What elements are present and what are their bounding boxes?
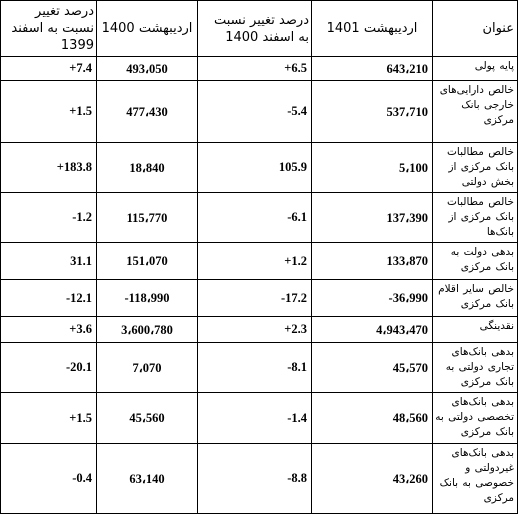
cell-pct-vs-esfand-1399: +1.5 [1, 393, 97, 444]
table-row [1, 81, 518, 143]
cell-title: بدهی بانک‌های غیردولتی و خصوصی به بانک مرکزی [433, 444, 518, 514]
cell-ordibehesht-1400: 477،430 [97, 81, 198, 143]
cell-pct-vs-esfand-1399: +183.8 [1, 143, 97, 193]
cell-pct-vs-esfand-1400: -1.4 [198, 393, 312, 444]
header-pct-vs-esfand-1400: درصد تغییر نسبت به اسفند 1400 [198, 1, 312, 57]
header-ordibehesht-1400: اردیبهشت 1400 [97, 1, 198, 57]
cell-ordibehesht-1401: 45،570 [312, 343, 433, 393]
cell-ordibehesht-1400: 493،050 [97, 57, 198, 81]
cell-title: خالص دارایی‌های خارجی بانک مرکزی [433, 81, 518, 143]
cell-title: بدهی بانک‌های تجاری دولتی به بانک مرکزی [433, 343, 518, 393]
cell-pct-vs-esfand-1400: 105.9 [198, 143, 312, 193]
cell-pct-vs-esfand-1399: -0.4 [1, 444, 97, 514]
header-ordibehesht-1401: اردیبهشت 1401 [312, 1, 433, 57]
table-row [1, 243, 518, 280]
table-row [1, 393, 518, 444]
cell-title: خالص مطالبات بانک مرکزی از بخش دولتی [433, 143, 518, 193]
cell-pct-vs-esfand-1399: +3.6 [1, 317, 97, 343]
cell-pct-vs-esfand-1400: +6.5 [198, 57, 312, 81]
cell-title: پایه پولی [433, 57, 518, 81]
cell-pct-vs-esfand-1400: -8.1 [198, 343, 312, 393]
cell-ordibehesht-1400: 45،560 [97, 393, 198, 444]
header-pct-vs-esfand-1399: درصد تغییر نسبت به اسفند 1399 [1, 1, 97, 57]
cell-pct-vs-esfand-1400: -17.2 [198, 280, 312, 317]
cell-ordibehesht-1400: 3،600،780 [97, 317, 198, 343]
cell-ordibehesht-1400: 18،840 [97, 143, 198, 193]
table-row [1, 444, 518, 514]
cell-ordibehesht-1400: 7،070 [97, 343, 198, 393]
cell-ordibehesht-1401: 4،943،470 [312, 317, 433, 343]
cell-pct-vs-esfand-1399: -1.2 [1, 193, 97, 243]
cell-ordibehesht-1401: 43،260 [312, 444, 433, 514]
table-row [1, 193, 518, 243]
cell-title: خالص سایر اقلام بانک مرکزی [433, 280, 518, 317]
cell-ordibehesht-1400: -118،990 [97, 280, 198, 317]
cell-pct-vs-esfand-1399: +7.4 [1, 57, 97, 81]
cell-title: خالص مطالبات بانک مرکزی از بانک‌ها [433, 193, 518, 243]
cell-ordibehesht-1401: 133،870 [312, 243, 433, 280]
cell-pct-vs-esfand-1399: +1.5 [1, 81, 97, 143]
cell-ordibehesht-1401: 137،390 [312, 193, 433, 243]
cell-ordibehesht-1401: 643،210 [312, 57, 433, 81]
cell-ordibehesht-1400: 63،140 [97, 444, 198, 514]
cell-title: بدهی بانک‌های تخصصی دولتی به بانک مرکزی [433, 393, 518, 444]
header-title: عنوان [433, 1, 518, 57]
cell-ordibehesht-1401: 48،560 [312, 393, 433, 444]
cell-ordibehesht-1401: 5،100 [312, 143, 433, 193]
cell-ordibehesht-1400: 115،770 [97, 193, 198, 243]
cell-ordibehesht-1401: -36،990 [312, 280, 433, 317]
cell-title: نقدینگی [433, 317, 518, 343]
cell-pct-vs-esfand-1400: +2.3 [198, 317, 312, 343]
cell-pct-vs-esfand-1399: -20.1 [1, 343, 97, 393]
cell-ordibehesht-1401: 537،710 [312, 81, 433, 143]
table-row [1, 343, 518, 393]
table-row [1, 143, 518, 193]
cell-pct-vs-esfand-1400: -5.4 [198, 81, 312, 143]
table-row [1, 280, 518, 317]
cell-pct-vs-esfand-1399: -12.1 [1, 280, 97, 317]
cell-title: بدهی دولت به بانک مرکزی [433, 243, 518, 280]
table-row [1, 317, 518, 343]
table-row [1, 57, 518, 81]
cell-ordibehesht-1400: 151،070 [97, 243, 198, 280]
header-row [1, 1, 518, 57]
cell-pct-vs-esfand-1400: -6.1 [198, 193, 312, 243]
cell-pct-vs-esfand-1400: -8.8 [198, 444, 312, 514]
cell-pct-vs-esfand-1399: 31.1 [1, 243, 97, 280]
cell-pct-vs-esfand-1400: +1.2 [198, 243, 312, 280]
